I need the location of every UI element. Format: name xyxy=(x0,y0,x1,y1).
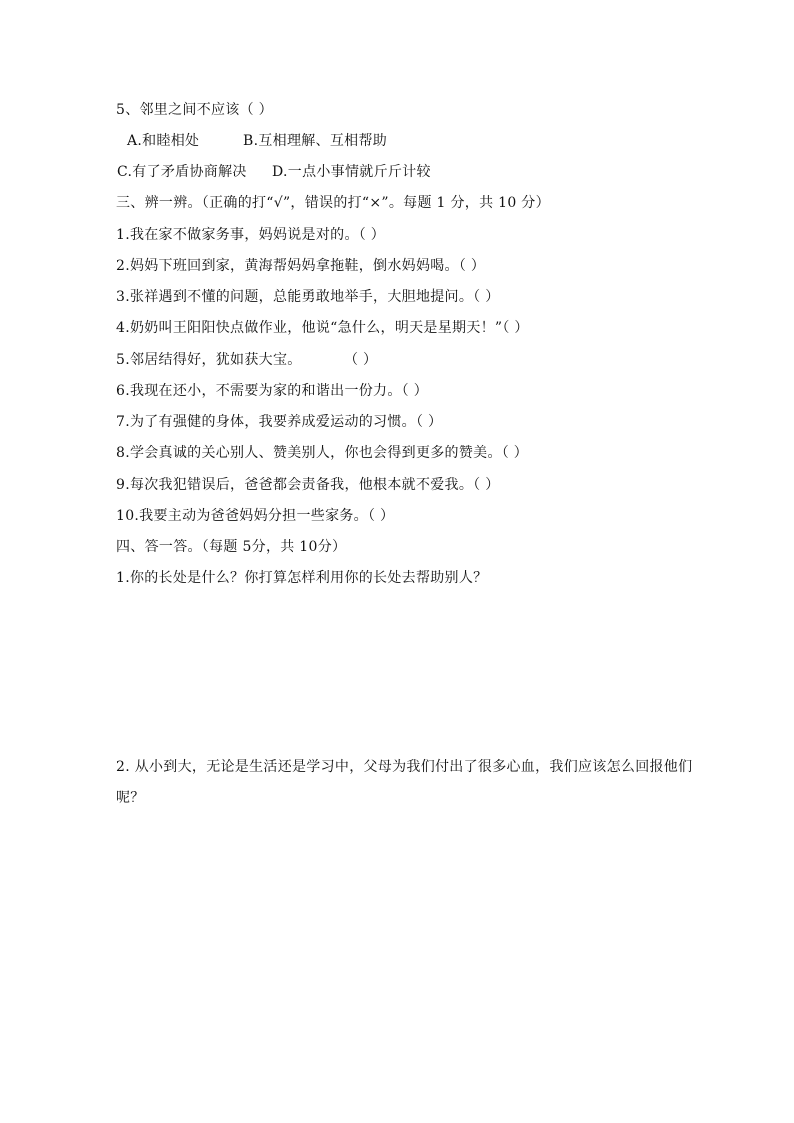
section4-question-2-line2: 呢？ xyxy=(116,790,145,806)
section3-item-4: 4.奶奶叫王阳阳快点做作业，他说“急什么，明天是星期天！”（ ） xyxy=(116,320,529,336)
section4-question-2-line1: 2. 从小到大，无论是生活还是学习中，父母为我们付出了很多心血，我们应该怎么回报他们 xyxy=(116,759,693,775)
section3-item-2: 2.妈妈下班回到家，黄海帮妈妈拿拖鞋，倒水妈妈喝。（ ） xyxy=(116,258,486,274)
q5-option-b: B.互相理解、互相帮助 xyxy=(243,133,388,149)
q5-option-d: D.一点小事情就斤斤计较 xyxy=(272,164,431,180)
section3-item-1: 1.我在家不做家务事，妈妈说是对的。（ ） xyxy=(116,227,386,243)
section3-item-9: 9.每次我犯错误后，爸爸都会责备我，他根本就不爱我。（ ） xyxy=(116,477,500,493)
q5-stem: 5、邻里之间不应该（ ） xyxy=(116,102,273,118)
q5-option-a: A.和睦相处 xyxy=(127,133,200,149)
section3-item-5-paren: （ ） xyxy=(344,352,378,368)
section3-item-7: 7.为了有强健的身体，我要养成爱运动的习惯。（ ） xyxy=(116,414,443,430)
section3-item-6: 6.我现在还小，不需要为家的和谐出一份力。（ ） xyxy=(116,383,429,399)
q5-option-c: C.有了矛盾协商解决 xyxy=(117,164,247,180)
section4-question-1: 1.你的长处是什么？你打算怎样利用你的长处去帮助别人？ xyxy=(116,570,488,586)
section4-heading: 四、答一答。（每题 5分，共 10分） xyxy=(116,539,347,555)
section3-item-10: 10.我要主动为爸爸妈妈分担一些家务。（ ） xyxy=(116,508,395,524)
section3-item-5: 5.邻居结得好，犹如获大宝。 xyxy=(116,352,302,368)
section3-item-8: 8.学会真诚的关心别人、赞美别人，你也会得到更多的赞美。（ ） xyxy=(116,445,529,461)
section3-heading: 三、辨一辨。（正确的打“√”，错误的打“×”。每题 1 分，共 10 分） xyxy=(116,195,550,211)
section3-item-3: 3.张祥遇到不懂的问题，总能勇敢地举手，大胆地提问。（ ） xyxy=(116,289,500,305)
